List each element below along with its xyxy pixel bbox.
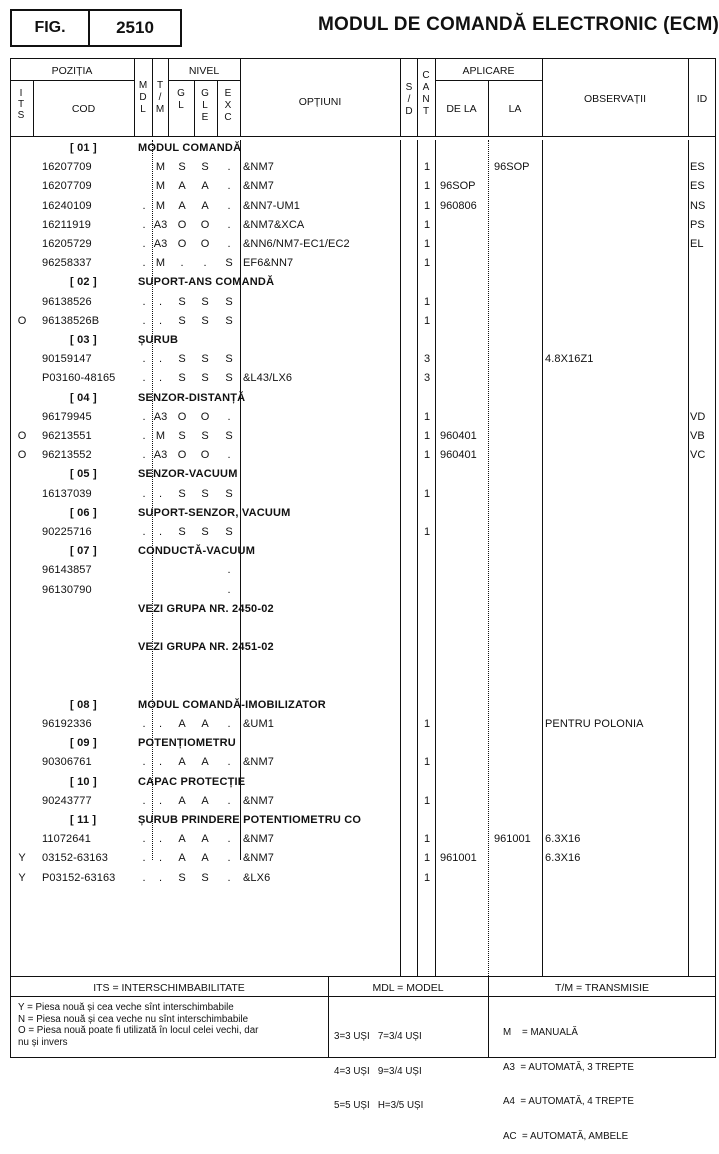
cell-cant: 1 [423, 833, 431, 846]
position-number: [ 07 ] [70, 545, 97, 558]
col-aplicare: APLICARE [462, 65, 515, 77]
cell-gl: A [178, 794, 186, 807]
cell-cant: 1 [423, 794, 431, 807]
cell-id: EL [690, 238, 704, 250]
cell-cant: 1 [423, 180, 431, 193]
cell-tm: . [158, 487, 163, 500]
cell-cod: P03152-63163 [42, 871, 116, 884]
col-gle: G L E [201, 88, 209, 123]
cell-tm: . [158, 852, 163, 865]
cell-cod: 90306761 [42, 756, 92, 769]
cell-tm: . [158, 718, 163, 730]
cell-cod: 90243777 [42, 794, 92, 807]
group-reference-note: VEZI GRUPA NR. 2450-02 [138, 602, 274, 615]
cell-gl: S [178, 526, 186, 538]
col-mdl: M D L [138, 80, 148, 115]
cell-cod: 16211919 [42, 218, 91, 231]
cell-exc: . [227, 199, 231, 212]
cell-gl: A [178, 718, 186, 730]
cell-cant: 1 [423, 718, 431, 730]
cell-cod: 96138526 [42, 295, 92, 308]
position-name: SUPORT-ANS COMANDĂ [138, 276, 275, 289]
cell-tm: . [158, 833, 163, 846]
legend-line: M = MANUALĂ [503, 1027, 578, 1038]
position-number: [ 05 ] [70, 468, 97, 481]
col-sd: S / D [405, 82, 413, 117]
cell-mdl: . [142, 218, 146, 231]
cell-dela: 96SOP [440, 180, 476, 193]
cell-gle: . [203, 257, 207, 270]
cell-gl: A [178, 180, 186, 193]
cell-its: O [17, 314, 27, 327]
footer-tm-title: T/M = TRANSMISIE [554, 982, 650, 994]
cell-gl: S [178, 353, 186, 366]
cell-mdl: . [142, 314, 146, 327]
cell-tm: . [158, 871, 163, 884]
cell-dela: 960401 [440, 449, 477, 462]
col-observatii: OBSERVAȚII [583, 93, 647, 105]
cell-cod: 90225716 [42, 526, 92, 538]
cell-gl: O [177, 238, 187, 250]
cell-mdl: . [142, 430, 146, 442]
cell-gl: A [178, 852, 186, 865]
col-dela: DE LA [446, 103, 477, 115]
cell-gle: A [201, 718, 209, 730]
cell-exc: S [225, 257, 233, 270]
cell-mdl: . [142, 353, 146, 366]
position-number: [ 11 ] [70, 814, 97, 826]
cell-mdl: . [142, 449, 146, 462]
legend-line: Y = Piesa nouă și cea veche sînt interschimbabile [18, 1002, 234, 1013]
col-optiuni: OPȚIUNI [298, 96, 342, 108]
footer-its-title: ITS = INTERSCHIMBABILITATE [93, 982, 245, 994]
cell-exc: . [227, 238, 231, 250]
cell-mdl: . [142, 833, 146, 846]
position-name: SUPORT-SENZOR, VACUUM [138, 506, 291, 519]
cell-la: 961001 [494, 833, 531, 846]
col-id: ID [696, 93, 708, 105]
cell-exc: S [225, 372, 233, 385]
cell-cod: 03152-63163 [42, 852, 108, 865]
col-tm: T / M [155, 80, 165, 115]
cell-cant: 1 [423, 199, 431, 212]
cell-cant: 1 [423, 756, 431, 769]
cell-cod: 96138526B [42, 314, 100, 327]
cell-mdl: . [142, 871, 146, 884]
cell-cod: 96130790 [42, 583, 92, 596]
cell-dela: 961001 [440, 852, 477, 865]
position-number: [ 04 ] [70, 391, 97, 404]
cell-cod: 16207709 [42, 161, 92, 174]
cell-exc: S [225, 487, 233, 500]
cell-mdl: . [142, 487, 146, 500]
cell-mdl: . [142, 257, 146, 270]
cell-gl: S [178, 314, 186, 327]
cell-opt: &NM7 [243, 794, 274, 807]
position-name: SENZOR-VACUUM [138, 468, 238, 481]
cell-gle: S [201, 295, 209, 308]
cell-gl: S [178, 487, 186, 500]
cell-its: Y [18, 852, 26, 865]
cell-cant: 1 [423, 295, 431, 308]
position-name: MODUL COMANDĂ-IMOBILIZATOR [138, 698, 326, 711]
cell-exc: . [227, 180, 231, 193]
cell-mdl: . [142, 238, 146, 250]
cell-gle: S [201, 487, 209, 500]
cell-id: ES [690, 161, 705, 174]
cell-obs: 6.3X16 [545, 833, 581, 846]
cell-gle: O [200, 218, 210, 231]
cell-gle: A [201, 756, 209, 769]
cell-cant: 1 [423, 410, 431, 423]
cell-cod: 96179945 [42, 410, 92, 423]
legend-line: A4 = AUTOMATĂ, 4 TREPTE [503, 1096, 634, 1107]
cell-gle: S [201, 314, 209, 327]
cell-gle: A [201, 199, 209, 212]
cell-cant: 1 [423, 430, 431, 442]
cell-cod: 90159147 [42, 353, 92, 366]
cell-exc: . [227, 756, 231, 769]
cell-cod: 11072641 [42, 833, 91, 846]
cell-gl: O [177, 218, 187, 231]
cell-tm: . [158, 526, 163, 538]
legend-line: A3 = AUTOMATĂ, 3 TREPTE [503, 1061, 634, 1073]
col-nivel: NIVEL [188, 65, 220, 77]
cell-id: VC [690, 449, 706, 462]
cell-mdl: . [142, 756, 146, 769]
cell-mdl: . [142, 794, 146, 807]
col-la: LA [508, 103, 522, 115]
cell-exc: . [227, 449, 231, 462]
cell-tm: . [158, 372, 163, 385]
fig-label: FIG. [34, 19, 66, 36]
legend-line: 5=5 UȘI H=3/5 UȘI [334, 1100, 424, 1111]
cell-cod: 16207709 [42, 180, 92, 193]
group-reference-note: VEZI GRUPA NR. 2451-02 [138, 641, 274, 654]
cell-cant: 1 [423, 257, 431, 270]
position-number: [ 09 ] [70, 737, 97, 750]
position-name: SENZOR-DISTANȚĂ [138, 391, 246, 404]
position-name: ȘURUB PRINDERE POTENTIOMETRU CO [138, 814, 362, 826]
cell-exc: S [225, 526, 233, 538]
cell-opt: &LX6 [243, 871, 271, 884]
cell-gle: O [200, 238, 210, 250]
cell-id: NS [690, 199, 706, 212]
cell-opt: &NM7 [243, 833, 274, 846]
cell-cant: 1 [423, 218, 431, 231]
cell-exc: . [227, 852, 231, 865]
cell-opt: &L43/LX6 [243, 372, 293, 385]
cell-tm: M [155, 161, 166, 174]
cell-cant: 1 [423, 852, 431, 865]
position-name: CAPAC PROTECȚIE [138, 775, 246, 788]
cell-opt: &NN6/NM7-EC1/EC2 [243, 238, 350, 250]
cell-cant: 1 [423, 871, 431, 884]
cell-gle: S [201, 430, 209, 442]
col-pozitia: POZIȚIA [51, 65, 93, 77]
cell-gle: O [200, 449, 210, 462]
cell-gle: A [201, 833, 209, 846]
cell-cant: 1 [423, 487, 431, 500]
position-number: [ 03 ] [70, 334, 97, 346]
cell-exc: . [227, 794, 231, 807]
fig-label-box [10, 9, 90, 47]
cell-obs: 6.3X16 [545, 852, 581, 865]
cell-cant: 1 [423, 238, 431, 250]
cell-mdl: . [142, 852, 146, 865]
position-number: [ 02 ] [70, 276, 97, 289]
cell-gle: A [201, 852, 209, 865]
cell-mdl: . [142, 410, 146, 423]
position-number: [ 08 ] [70, 698, 97, 711]
cell-tm: A3 [153, 238, 168, 250]
cell-exc: . [227, 583, 231, 596]
cell-tm: A3 [153, 449, 168, 462]
cell-its: O [17, 430, 27, 442]
cell-gl: A [178, 756, 186, 769]
position-name: POTENȚIOMETRU [138, 737, 236, 750]
cell-exc: . [227, 833, 231, 846]
cell-exc: . [227, 871, 231, 884]
fig-number-box [88, 9, 182, 47]
cell-obs: 4.8X16Z1 [545, 353, 594, 366]
cell-gle: A [201, 180, 209, 193]
col-its: I T S [17, 88, 25, 121]
cell-tm: M [155, 257, 166, 270]
cell-gl: S [178, 295, 186, 308]
cell-opt: &NN7-UM1 [243, 199, 301, 212]
cell-opt: &NM7 [243, 161, 274, 174]
legend-line: 4=3 UȘI 9=3/4 UȘI [334, 1065, 422, 1077]
cell-mdl: . [142, 718, 146, 730]
cell-mdl: . [142, 295, 146, 308]
cell-opt: EF6&NN7 [243, 257, 294, 270]
cell-tm: M [155, 180, 166, 193]
position-number: [ 10 ] [70, 775, 97, 788]
legend-line: 3=3 UȘI 7=3/4 UȘI [334, 1031, 422, 1042]
page-title: MODUL DE COMANDĂ ELECTRONIC (ECM) [318, 14, 719, 35]
col-gl: G L [177, 88, 185, 111]
cell-gle: O [200, 410, 210, 423]
cell-exc: . [227, 161, 231, 174]
cell-gl: O [177, 410, 187, 423]
cell-its: O [17, 449, 27, 462]
position-name: MODUL COMANDĂ [138, 142, 242, 154]
cell-dela: 960401 [440, 430, 477, 442]
cell-cant: 3 [423, 372, 431, 385]
cell-id: VD [690, 410, 706, 423]
cell-cod: 16137039 [42, 487, 92, 500]
cell-mdl: . [142, 372, 146, 385]
cell-cod: 96143857 [42, 564, 92, 577]
cell-tm: M [155, 430, 166, 442]
cell-gl: . [180, 257, 184, 270]
cell-tm: A3 [153, 218, 168, 231]
cell-cod: 96258337 [42, 257, 92, 270]
cell-gl: A [178, 833, 186, 846]
cell-opt: &NM7 [243, 756, 274, 769]
cell-opt: &NM7 [243, 852, 274, 865]
cell-cod: 96213552 [42, 449, 92, 462]
position-name: CONDUCTĂ-VACUUM [138, 545, 256, 558]
cell-cod: 96192336 [42, 718, 92, 730]
cell-id: VB [690, 430, 705, 442]
cell-cant: 1 [423, 449, 431, 462]
position-number: [ 06 ] [70, 506, 97, 519]
cell-exc: S [225, 430, 233, 442]
cell-exc: S [225, 295, 233, 308]
cell-cod: 96213551 [42, 430, 92, 442]
cell-its: Y [18, 871, 26, 884]
legend-line: O = Piesa nouă poate fi utilizată în locul celei vechi, dar [18, 1025, 259, 1036]
cell-obs: PENTRU POLONIA [545, 718, 644, 730]
cell-tm: . [158, 353, 163, 366]
cell-dela: 960806 [440, 199, 477, 212]
cell-gle: S [201, 353, 209, 366]
cell-exc: S [225, 353, 233, 366]
cell-gl: S [178, 372, 186, 385]
legend-line: nu și invers [18, 1036, 68, 1048]
cell-tm: . [158, 295, 163, 308]
col-cod: COD [71, 103, 96, 115]
footer-its-legend [18, 1002, 258, 1048]
cell-exc: S [225, 314, 233, 327]
cell-gl: S [178, 871, 186, 884]
cell-gle: S [201, 161, 209, 174]
footer-tm-legend [503, 1004, 634, 1154]
fig-number: 2510 [116, 18, 154, 37]
cell-gle: A [201, 794, 209, 807]
cell-exc: . [227, 718, 231, 730]
legend-line: AC = AUTOMATĂ, AMBELE [503, 1130, 629, 1142]
col-cant: C A N T [422, 70, 430, 117]
cell-gl: A [178, 199, 186, 212]
cell-cod: P03160-48165 [42, 372, 116, 385]
cell-mdl: . [142, 199, 146, 212]
position-name: ȘURUB [138, 334, 179, 346]
cell-exc: . [227, 218, 231, 231]
cell-tm: . [158, 756, 163, 769]
cell-id: ES [690, 180, 705, 193]
cell-cant: 1 [423, 526, 431, 538]
cell-cant: 1 [423, 161, 431, 174]
cell-tm: . [158, 314, 163, 327]
footer-mdl-title: MDL = MODEL [372, 982, 444, 994]
legend-line: N = Piesa nouă și cea veche nu sînt interschimbabile [18, 1013, 249, 1025]
col-exc: E X C [224, 88, 232, 123]
cell-la: 96SOP [494, 161, 530, 174]
cell-exc: . [227, 564, 231, 577]
cell-mdl: . [142, 526, 146, 538]
cell-cod: 16240109 [42, 199, 92, 212]
position-number: [ 01 ] [70, 142, 97, 154]
cell-tm: . [158, 794, 163, 807]
cell-gl: S [178, 161, 186, 174]
cell-tm: M [155, 199, 166, 212]
cell-opt: &NM7 [243, 180, 274, 193]
cell-id: PS [690, 218, 705, 231]
cell-opt: &UM1 [243, 718, 274, 730]
cell-cant: 3 [423, 353, 431, 366]
cell-cant: 1 [423, 314, 431, 327]
cell-gle: S [201, 871, 209, 884]
cell-gle: S [201, 526, 209, 538]
cell-gle: S [201, 372, 209, 385]
cell-exc: . [227, 410, 231, 423]
cell-opt: &NM7&XCA [243, 218, 305, 231]
cell-tm: A3 [153, 410, 168, 423]
cell-gl: S [178, 430, 186, 442]
cell-cod: 16205729 [42, 238, 92, 250]
cell-gl: O [177, 449, 187, 462]
footer-mdl-legend [334, 1008, 423, 1123]
